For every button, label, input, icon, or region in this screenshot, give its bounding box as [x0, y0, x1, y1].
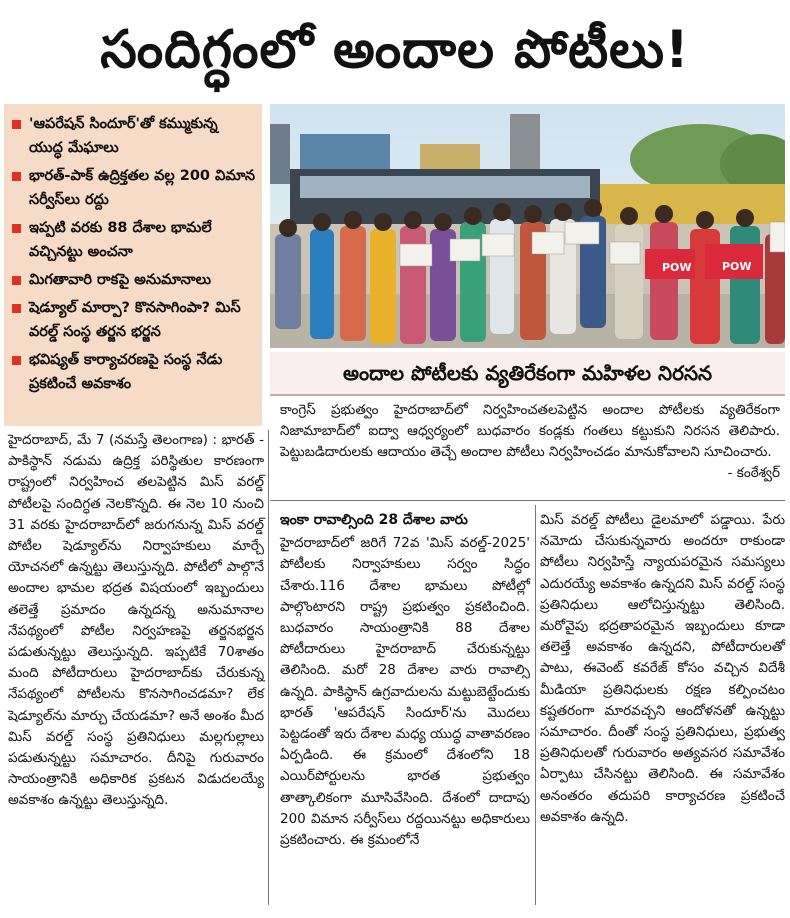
divider: [270, 500, 785, 501]
highlight-item: షెడ్యూల్ మార్పా? కొనసాగింపా? మిస్ వరల్డ్ సంస్థ తర్జన భర్జన: [12, 296, 256, 344]
highlight-item: భవిష్యత్ కార్యాచరణపై సంస్థ నేడు ప్రకటించే అవకాశం: [12, 348, 256, 396]
bullet-icon: [12, 356, 21, 365]
column-subheading: ఇంకా రావాల్సింది 28 దేశాల వారు: [280, 512, 468, 528]
highlight-item: మిగతావారి రాకపై అనుమానాలు: [12, 268, 256, 292]
bullet-icon: [12, 172, 21, 181]
highlight-item: ఇప్పటి వరకు 88 దేశాల భామలే వచ్చినట్టు అంచనా: [12, 216, 256, 264]
bullet-icon: [12, 120, 21, 129]
protest-photo: [270, 104, 785, 348]
bullet-icon: [12, 304, 21, 313]
article-column-2: [280, 510, 530, 851]
headline: సందిగ్ధంలో అందాల పోటీలు!: [100, 20, 690, 80]
column-divider: [268, 430, 269, 905]
highlight-item: భారత్-పాక్ ఉద్రిక్తతల వల్ల 200 విమాన సర్వీస్‌లు రద్దు: [12, 164, 256, 212]
column-divider: [535, 505, 536, 905]
banner-text: POW: [662, 261, 692, 274]
article-column-3: మిస్ వరల్డ్ పోటీలు డైలమాలో పడ్డాయి. పేరు నమోదు చేసుకున్నవారు అందరూ రాకుండా పోటీలు నిర్వహిస్తే న్యాయపరమైన సమస్యలు ఎదురయ్యే అవకాశం ఉన్నదని మిస్ వరల్డ్ సంస్థ ప్రతినిధులు ఆలోచిస్తున్నట్టు తెలిసింది. మరోవైపు భద్రతాపరమైన ఇబ్బందులు కూడా తలెత్తే అవకాశం ఉన్నదని, పోటీదారులతో పాటు, ఈవెంట్ కవరేజ్ కోసం వచ్చిన విదేశీ మీడియా ప్రతినిధులకు రక్షణ కల్పించటం కష్టతరంగా మారవచ్చని ఆందోళనతో ఉన్నట్టు సమాచారం. దీంతో సంస్థ ప్రతినిధులు, ప్రభుత్వ ప్రతినిధులతో గురువారం అత్యవసర సమావేశం ఏర్పాటు చేసినట్టు తెలిసింది. ఈ సమావేశం అనంతరం తదుపరి కార్యాచరణ ప్రకటించే అవకాశం ఉన్నది.: [540, 512, 785, 825]
article-column-2-body: హైదరాబాద్‌లో జరిగే 72వ 'మిస్ వరల్డ్-2025' పోటీలకు నిర్వాహకులు సర్వం సిద్ధం చేశారు.116 దేశాల భామలు పోటీల్లో పాల్గొంటారని రాష్ట్ర ప్రభుత్వం ప్రకటించింది. బుధవారం సాయంత్రానికి 88 దేశాల పోటీదారులు హైదరాబాద్ చేరుకున్నట్టు తెలిసింది. మరో 28 దేశాల వారు రావాల్సి ఉన్నది. పాకిస్థాన్ ఉగ్రవాదులను మట్టుబెట్టేందుకు భారత్ 'ఆపరేషన్ సిందూర్'ను మొదలు పెట్టడంతో ఇరు దేశాల మధ్య యుద్ధ వాతావరణం ఏర్పడింది. ఈ క్రమంలో దేశంలోని 18 ఎయిర్‌పోర్టులను భారత ప్రభుత్వం తాత్కాలికంగా మూసివేసింది. దేశంలో దాదాపు 200 విమాన సర్వీస్‌లు రద్దయినట్టు అధికారులు ప్రకటించారు. ఈ క్రమంలోనే: [280, 535, 530, 849]
photo-caption-body: కాంగ్రెస్ ప్రభుత్వం హైదరాబాద్‌లో నిర్వహించతలపెట్టిన అందాల పోటీలకు వ్యతిరేకంగా నిజామాబాద్‌లో ఐద్వా ఆధ్వర్యంలో బుధవారం కండ్లకు గంతలు కట్టుకుని నిరసన తెలిపారు. పెట్టుబడిదారులకు ఆదాయం తెచ్చే అందాల పోటీలు నిర్వహించడం మానుకోవాలని సూచించారు.: [280, 402, 780, 460]
protest-photo-illustration: [270, 104, 785, 348]
bullet-icon: [12, 224, 21, 233]
photo-caption-title: అందాల పోటీలకు వ్యతిరేకంగా మహిళల నిరసన: [270, 352, 785, 396]
bullet-icon: [12, 276, 21, 285]
article-column-1: హైదరాబాద్, మే 7 (నమస్తే తెలంగాణ) : భారత్ - పాకిస్థాన్ నడుమ ఉద్రిక్త పరిస్థితుల కారణంగా రాష్ట్రంలో నిర్వహించ తలపెట్టిన మిస్ వరల్డ్ పోటీలపై సందిగ్ధత నెలకొన్నది. ఈ నెల 10 నుంచి 31 వరకు హైదరాబాద్‌లో జరుగనున్న మిస్ వరల్డ్ పోటీల షెడ్యూల్‌ను నిర్వాహకులు మార్చే యోచనలో ఉన్నట్టు తెలుస్తున్నది. పోటీలో పాల్గొనే అందాల భామల భద్రత విషయంలో ఇబ్బందులు తలెత్తే ప్రమాదం ఉన్నదన్న అనుమానాల నేపథ్యంలో పోటీల నిర్వహణపై తర్జనభర్జన పడుతున్నట్టు తెలుస్తున్నది. ఇప్పటికే 70శాతం మంది పోటీదారులు హైదరాబాద్‌కు చేరుకున్న నేపథ్యంలో పోటీలను కొనసాగించడమా? లేక షెడ్యూల్‌ను మార్చు చేయడమా? అనే అంశం మీద మిస్ వరల్డ్ సంస్థ ప్రతినిధులు మల్లగుల్లాలు పడుతున్నట్టు సమాచారం. దీనిపై గురువారం సాయంత్రానికి అధికారిక ప్రకటన విడుదలయ్యే అవకాశం ఉన్నట్టు తెలుస్తున్నది.: [8, 432, 264, 809]
banner-text: POW: [722, 260, 752, 273]
highlights-box: [4, 104, 262, 426]
photo-caption-text: [280, 400, 780, 484]
highlight-item: 'ఆపరేషన్ సిందూర్'తో కమ్ముకున్న యుద్ధ మేఘాలు: [12, 112, 256, 160]
photo-credit: - కంఠేశ్వర్: [727, 465, 780, 481]
